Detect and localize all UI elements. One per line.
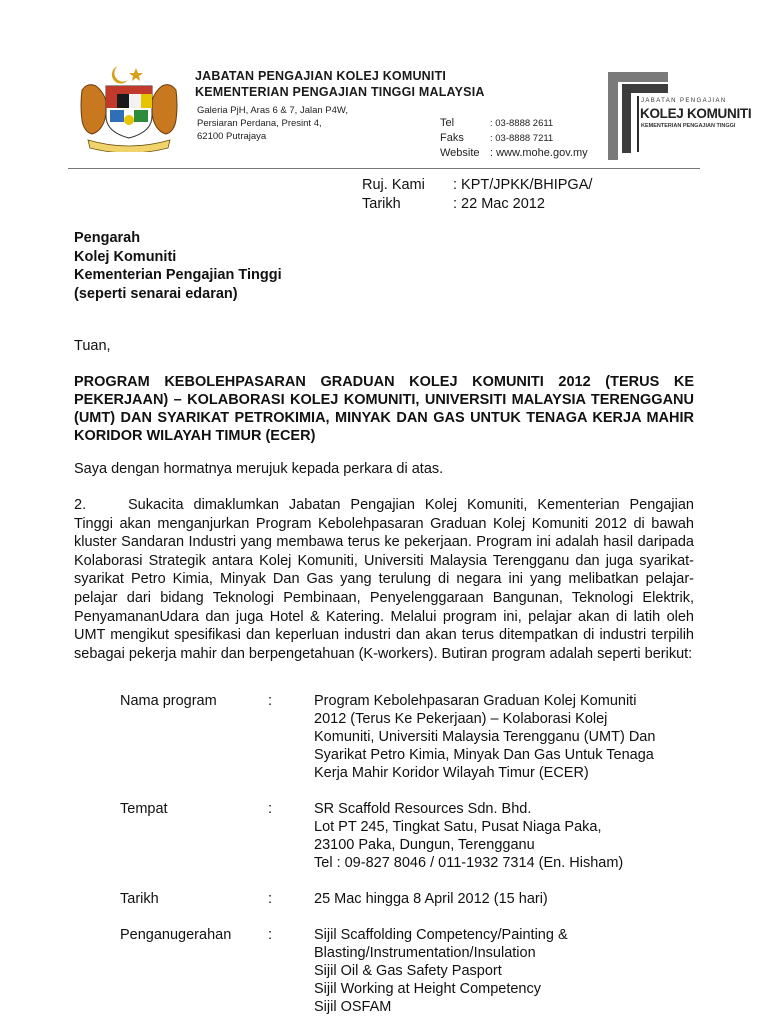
detail-label: Tempat — [120, 801, 168, 817]
header-divider — [68, 168, 700, 169]
detail-line: Sijil Working at Height Competency — [314, 981, 541, 997]
reference-row — [362, 176, 592, 195]
logo-sub-text: KEMENTERIAN PENGAJIAN TINGGI — [641, 123, 736, 129]
detail-label: Nama program — [120, 693, 217, 709]
contact-website — [440, 146, 588, 161]
detail-label: Penganugerahan — [120, 927, 232, 943]
address-line: Persiaran Perdana, Presint 4, — [197, 118, 322, 129]
logo-main-text: KOLEJ KOMUNITI — [640, 106, 752, 121]
detail-colon: : — [268, 801, 273, 817]
detail-line: Kerja Mahir Koridor Wilayah Timur (ECER) — [314, 765, 589, 781]
detail-row-program — [120, 692, 710, 782]
address-line: Galeria PjH, Aras 6 & 7, Jalan P4W, — [197, 105, 349, 116]
reference-label: Ruj. Kami — [362, 177, 425, 193]
paragraph-text: Sukacita dimaklumkan Jabatan Pengajian Kolej Komuniti, Kementerian Pengajian Tinggi akan menganjurkan Program Kebolehpasaran Graduan Kolej Komuniti 2012 di bawah kluster Sandaran Industri yang membawa terus ke pekerjaan. Program ini adalah hasil daripada Kolaborasi Strategik antara Kolej Komuniti, Universiti Malaysia Terengganu dan juga syarikat-syarikat Petro Kimia, Minyak Dan Gas yang terulung di negara ini yang melibatkan pelajar-pelajar dari bidang Teknologi Pembinaan, Penyelenggaraan Bangunan, Teknologi Elektrik, PenyamananUdara dan juga Hotel & Katering. Melalui program ini, pelajar akan di latih oleh UMT mengikut spesifikasi dan keperluan industri dan akan terus ditempatkan di industri terpilih sebagai pekerja mahir dan berpengetahuan (K-workers). Butiran program adalah seperti berikut: — [74, 497, 694, 662]
detail-row-award — [120, 926, 710, 1016]
detail-line: Blasting/Instrumentation/Insulation — [314, 945, 536, 961]
recipient-line: Kementerian Pengajian Tinggi — [74, 267, 282, 283]
logo-small-text: JABATAN PENGAJIAN — [641, 98, 727, 104]
detail-line: 23100 Paka, Dungun, Terengganu — [314, 837, 535, 853]
detail-row-date — [120, 890, 710, 908]
office-address — [197, 104, 348, 143]
recipient-block — [74, 229, 282, 303]
detail-line: Sijil OSFAM — [314, 999, 392, 1015]
date-value: : 22 Mac 2012 — [453, 196, 545, 212]
detail-line: SR Scaffold Resources Sdn. Bhd. — [314, 801, 532, 817]
detail-colon: : — [268, 891, 273, 907]
date-row — [362, 195, 592, 214]
letter-subject: PROGRAM KEBOLEHPASARAN GRADUAN KOLEJ KOMUNITI 2012 (TERUS KE PEKERJAAN) – KOLABORASI KOLEJ KOMUNITI, UNIVERSITI MALAYSIA TERENGGANU (UMT) DAN SYARIKAT PETROKIMIA, MINYAK DAN GAS UNTUK TENAGA KERJA MAHIR KORIDOR WILAYAH TIMUR (ECER) — [74, 374, 694, 444]
contact-value: : www.mohe.gov.my — [490, 147, 588, 159]
reference-value: : KPT/JPKK/BHIPGA/ — [453, 177, 593, 193]
detail-line: Tel : 09-827 8046 / 011-1932 7314 (En. Hisham) — [314, 855, 624, 871]
contact-label: Website — [440, 147, 480, 159]
detail-line: Lot PT 245, Tingkat Satu, Pusat Niaga Paka, — [314, 819, 602, 835]
detail-line: Syarikat Petro Kimia, Minyak Dan Gas Untuk Tenaga — [314, 747, 654, 763]
detail-line: Komuniti, Universiti Malaysia Terengganu (UMT) Dan — [314, 729, 656, 745]
detail-colon: : — [268, 927, 273, 943]
recipient-line: Pengarah — [74, 230, 141, 246]
detail-line: 2012 (Terus Ke Pekerjaan) – Kolaborasi Kolej — [314, 711, 608, 727]
organization-name — [195, 68, 485, 100]
detail-value — [314, 800, 704, 872]
detail-row-venue — [120, 800, 710, 872]
detail-value — [314, 692, 704, 782]
contact-tel — [440, 116, 588, 131]
org-line-2: KEMENTERIAN PENGAJIAN TINGGI MALAYSIA — [195, 85, 485, 99]
contact-details — [440, 116, 588, 161]
detail-line: Sijil Oil & Gas Safety Pasport — [314, 963, 502, 979]
date-label: Tarikh — [362, 196, 401, 212]
paragraph-2 — [74, 496, 694, 663]
contact-fax — [440, 131, 588, 146]
org-line-1: JABATAN PENGAJIAN KOLEJ KOMUNITI — [195, 69, 447, 83]
contact-value: : 03-8888 7211 — [490, 133, 554, 144]
detail-label: Tarikh — [120, 891, 159, 907]
detail-line: 25 Mac hingga 8 April 2012 (15 hari) — [314, 891, 548, 907]
detail-line: Program Kebolehpasaran Graduan Kolej Komuniti — [314, 693, 637, 709]
program-details — [120, 692, 710, 1034]
contact-label: Tel — [440, 117, 455, 129]
kolej-komuniti-logo — [608, 70, 768, 160]
recipient-line: Kolej Komuniti — [74, 248, 177, 265]
detail-value — [314, 926, 704, 1016]
detail-line: Sijil Scaffolding Competency/Painting & — [314, 927, 568, 943]
detail-value — [314, 890, 704, 908]
paragraph-number: 2. — [74, 497, 87, 513]
recipient-line: (seperti senarai edaran) — [74, 285, 238, 302]
detail-colon: : — [268, 693, 273, 709]
intro-paragraph: Saya dengan hormatnya merujuk kepada perkara di atas. — [74, 461, 444, 477]
address-line: 62100 Putrajaya — [197, 131, 267, 142]
salutation: Tuan, — [74, 338, 111, 354]
reference-block — [362, 176, 592, 214]
contact-label: Faks — [440, 132, 464, 144]
coat-of-arms-icon — [74, 62, 184, 152]
contact-value: : 03-8888 2611 — [490, 118, 554, 129]
